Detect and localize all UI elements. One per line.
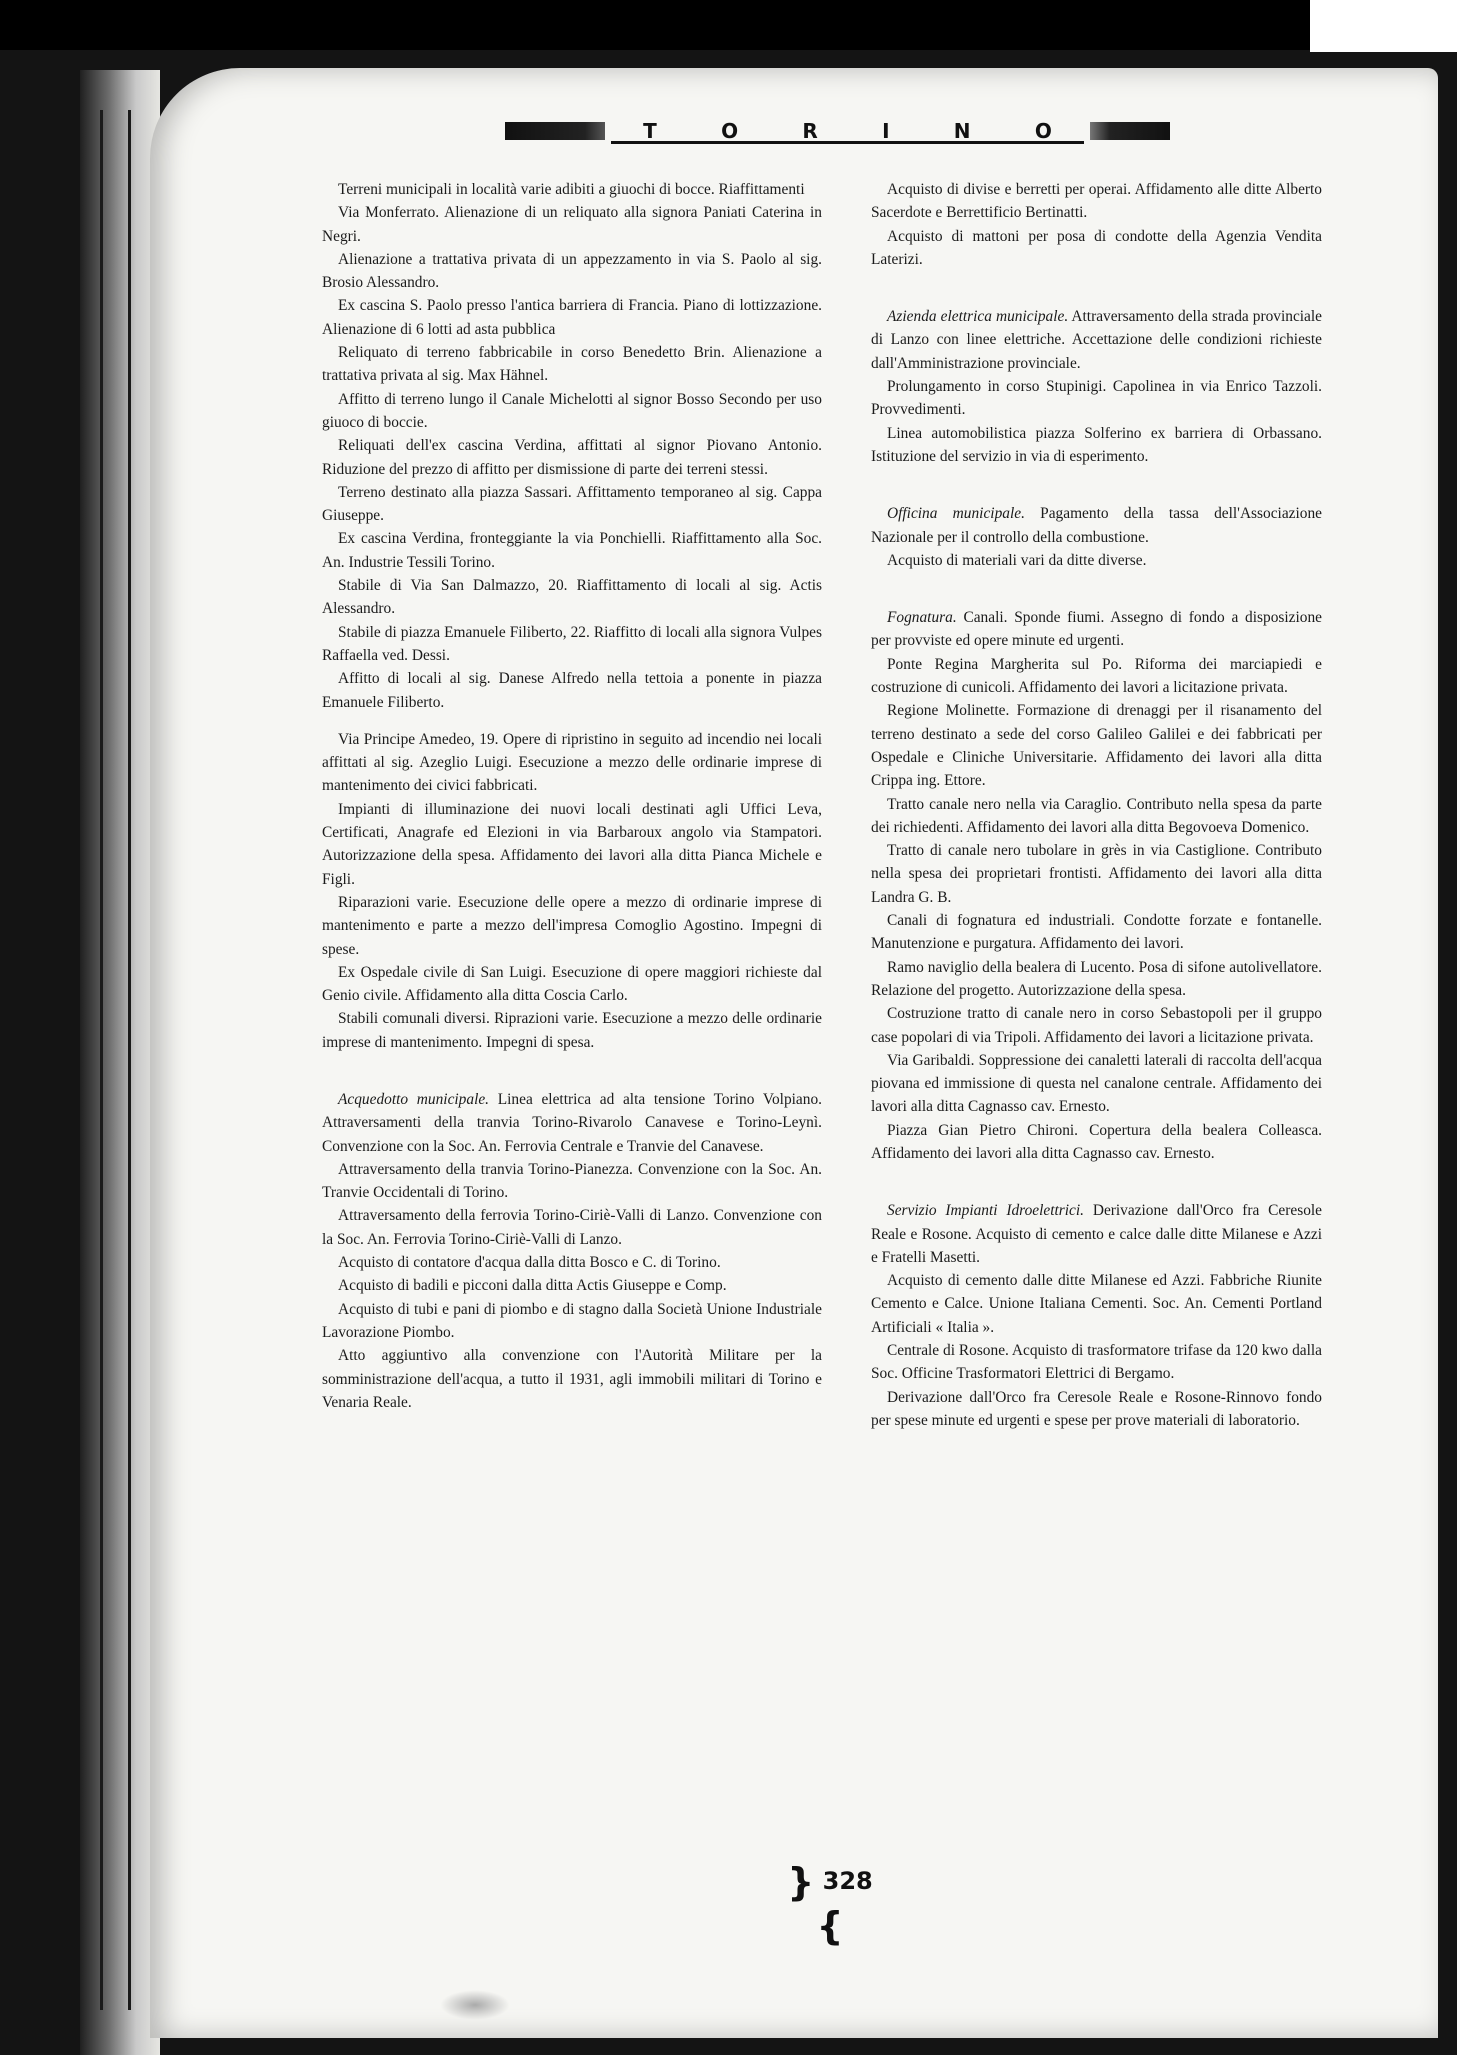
footer-ornament-left: }: [787, 1860, 815, 1904]
paragraph: Stabile di Via San Dalmazzo, 20. Riaffittamento di locali al sig. Actis Alessandro.: [322, 577, 822, 618]
paragraph: Acquisto di tubi e pani di piombo e di stagno dalla Società Unione Industriale Lavorazione Piombo.: [322, 1300, 822, 1341]
section-paragraph: Acquedotto municipale. Linea elettrica ad alta tensione Torino Volpiano. Attraversamenti della tranvia Torino-Rivarolo Canavese e Torino-Leynì. Convenzione con la Soc. An. Ferrovia Centrale e Tranvie del Canavese.: [322, 1090, 822, 1155]
paragraph: Attraversamento della ferrovia Torino-Ciriè-Valli di Lanzo. Convenzione con la Soc. An. Ferrovia Torino-Ciriè-Valli di Lanzo.: [322, 1207, 822, 1248]
section-paragraph: Officina municipale. Pagamento della tassa dell'Associazione Nazionale per il controllo della combustione.: [871, 505, 1322, 546]
paragraph: Riparazioni varie. Esecuzione delle opere a mezzo di ordinarie imprese di mantenimento e parte a mezzo dell'impresa Comoglio Agostino. Impegni di spese.: [322, 893, 822, 958]
paragraph: Stabili comunali diversi. Riprazioni varie. Esecuzione a mezzo delle ordinarie imprese di mantenimento. Impegni di spesa.: [322, 1010, 822, 1051]
paper-stain: [440, 1990, 510, 2020]
paragraph: Ponte Regina Margherita sul Po. Riforma dei marciapiedi e costruzione di cunicoli. Affidamento dei lavori a licitazione privata.: [871, 655, 1322, 697]
page-footer: [770, 1860, 890, 1948]
gutter-line: [100, 110, 103, 2010]
paragraph: Reliquati dell'ex cascina Verdina, affittati al signor Piovano Antonio. Riduzione del prezzo di affitto per dismissione di parte dei terreni stessi.: [322, 437, 822, 478]
scan-dark-border: [0, 0, 1310, 50]
section-title: Servizio Impianti Idroelettrici.: [887, 1202, 1085, 1220]
header-letter: R: [802, 118, 818, 143]
header-title: [611, 119, 1084, 144]
page-number: 328: [822, 1867, 873, 1895]
paragraph: Acquisto di mattoni per posa di condotte della Agenzia Vendita Laterizi.: [871, 227, 1322, 268]
paragraph: Via Principe Amedeo, 19. Opere di ripristino in seguito ad incendio nei locali affittati al sig. Azeglio Luigi. Esecuzione a mezzo delle ordinarie imprese di mantenimento dei civici fabbricati.: [322, 730, 822, 795]
paragraph: Affitto di locali al sig. Danese Alfredo nella tettoia a ponente in piazza Emanuele Filiberto.: [322, 670, 822, 711]
paragraph: Via Monferrato. Alienazione di un reliquato alla signora Paniati Caterina in Negri.: [322, 204, 822, 245]
paragraph: Prolungamento in corso Stupinigi. Capolinea in via Enrico Tazzoli. Provvedimenti.: [871, 378, 1322, 419]
left-column: [322, 178, 822, 1414]
paragraph: Regione Molinette. Formazione di drenaggi per il risanamento del terreno destinato a sede del corso Galileo Galilei e dei fabbricati per Ospedale e Cliniche Universitarie. Affidamento dei lavori alla ditta Crippa ing. Ettore.: [871, 702, 1322, 790]
paragraph: Tratto canale nero nella via Caraglio. Contributo nella spesa da parte dei richiedenti. Affidamento dei lavori alla ditta Begovoeva Domenico.: [871, 795, 1322, 836]
right-column: [871, 178, 1322, 1432]
paragraph: Reliquato di terreno fabbricabile in corso Benedetto Brin. Alienazione a trattativa privata al sig. Max Hähnel.: [322, 344, 822, 385]
paragraph: Ex Ospedale civile di San Luigi. Esecuzione di opere maggiori richieste dal Genio civile. Affidamento alla ditta Coscia Carlo.: [322, 963, 822, 1005]
paragraph: Linea automobilistica piazza Solferino ex barriera di Orbassano. Istituzione del servizio in via di esperimento.: [871, 424, 1322, 465]
paragraph: Acquisto di materiali vari da ditte diverse.: [887, 551, 1147, 569]
section-title: Azienda elettrica municipale.: [887, 308, 1069, 326]
paragraph: Centrale di Rosone. Acquisto di trasformatore trifase da 120 kwo dalla Soc. Officine Trasformatori Elettrici di Bergamo.: [871, 1342, 1322, 1383]
paragraph: Impianti di illuminazione dei nuovi locali destinati agli Uffici Leva, Certificati, Anagrafe ed Elezioni in via Barbaroux angolo via Stampatori. Autorizzazione della spesa. Affidamento dei lavori alla ditta Pianca Michele e Figli.: [322, 800, 822, 888]
paragraph: Stabile di piazza Emanuele Filiberto, 22. Riaffitto di locali alla signora Vulpes Raffaella ved. Dessi.: [322, 623, 822, 664]
paragraph: Piazza Gian Pietro Chironi. Copertura della bealera Colleasca. Affidamento dei lavori alla ditta Cagnasso cav. Ernesto.: [871, 1121, 1322, 1162]
paragraph: Acquisto di cemento dalle ditte Milanese ed Azzi. Fabbriche Riunite Cemento e Calce. Unione Italiana Cementi. Soc. An. Cementi Portland Artificiali « Italia ».: [871, 1272, 1322, 1336]
paragraph: Acquisto di badili e picconi dalla ditta Actis Giuseppe e Comp.: [338, 1277, 727, 1295]
paragraph: Acquisto di divise e berretti per operai. Affidamento alle ditte Alberto Sacerdote e Berrettificio Bertinatti.: [871, 181, 1322, 222]
paragraph: Affitto di terreno lungo il Canale Michelotti al signor Bosso Secondo per uso giuoco di boccie.: [322, 390, 822, 431]
scan-white-corner: [1310, 0, 1457, 52]
section-paragraph: Azienda elettrica municipale. Attraversamento della strada provinciale di Lanzo con linee elettriche. Accettazione delle condizioni richieste dall'Amministrazione provinciale.: [871, 308, 1322, 372]
paragraph: Ex cascina Verdina, fronteggiante la via Ponchielli. Riaffittamento alla Soc. An. Industrie Tessili Torino.: [322, 530, 822, 571]
header-letter: N: [953, 118, 971, 143]
section-title: Fognatura.: [887, 609, 957, 627]
paragraph: Ramo naviglio della bealera di Lucento. Posa di sifone autolivellatore. Relazione del progetto. Autorizzazione della spesa.: [871, 958, 1322, 999]
header-letter: T: [643, 118, 657, 143]
paragraph: Terreno destinato alla piazza Sassari. Affittamento temporaneo al sig. Cappa Giuseppe.: [322, 483, 822, 525]
book-gutter-edge: [80, 70, 160, 2055]
paragraph: Terreni municipali in località varie adibiti a giuochi di bocce. Riaffittamenti: [338, 181, 805, 198]
header-letter: O: [1034, 118, 1052, 143]
paragraph: Derivazione dall'Orco fra Ceresole Reale e Rosone-Rinnovo fondo per spese minute ed urgenti e spese per prove materiali di laboratorio.: [871, 1388, 1322, 1429]
paragraph: Tratto di canale nero tubolare in grès in via Castiglione. Contributo nella spesa dei proprietari frontisti. Affidamento dei lavori alla ditta Landra G. B.: [871, 842, 1322, 906]
section-paragraph: Fognatura. Canali. Sponde fiumi. Assegno di fondo a disposizione per provviste ed opere minute ed urgenti.: [871, 609, 1322, 650]
paragraph: Ex cascina S. Paolo presso l'antica barriera di Francia. Piano di lottizzazione. Alienazione di 6 lotti ad asta pubblica: [322, 297, 822, 338]
running-header: [505, 120, 1170, 142]
header-letter: O: [721, 118, 739, 143]
paragraph: Via Garibaldi. Soppressione dei canaletti laterali di raccolta dell'acqua piovana ed immissione di questa nel canalone centrale. Affidamento dei lavori alla ditta Cagnasso cav. Ernesto.: [871, 1051, 1322, 1116]
paragraph: Attraversamento della tranvia Torino-Pianezza. Convenzione con la Soc. An. Tranvie Occidentali di Torino.: [322, 1160, 822, 1202]
paragraph: Atto aggiuntivo alla convenzione con l'Autorità Militare per la somministrazione dell'acqua, a tutto il 1931, agli immobili militari di Torino e Venaria Reale.: [322, 1347, 822, 1411]
paragraph: Canali di fognatura ed industriali. Condotte forzate e fontanelle. Manutenzione e purgatura. Affidamento dei lavori.: [871, 912, 1322, 953]
paragraph: Acquisto di contatore d'acqua dalla ditta Bosco e C. di Torino.: [338, 1254, 721, 1272]
header-letter: I: [882, 118, 890, 143]
section-paragraph: Servizio Impianti Idroelettrici. Derivazione dall'Orco fra Ceresole Reale e Rosone. Acquisto di cemento e calce dalle ditte Milanese e Azzi e Fratelli Masetti.: [871, 1202, 1323, 1266]
section-title: Acquedotto municipale.: [338, 1090, 490, 1108]
footer-ornament-right: {: [816, 1904, 844, 1948]
gutter-line: [128, 110, 131, 2010]
paragraph: Alienazione a trattativa privata di un appezzamento in via S. Paolo al sig. Brosio Alessandro.: [322, 250, 822, 292]
header-ornament-right: [1090, 122, 1170, 140]
paragraph: Costruzione tratto di canale nero in corso Sebastopoli per il gruppo case popolari di via Tripoli. Affidamento dei lavori a licitazione privata.: [871, 1005, 1322, 1046]
header-ornament-left: [505, 122, 605, 140]
section-title: Officina municipale.: [887, 505, 1025, 523]
